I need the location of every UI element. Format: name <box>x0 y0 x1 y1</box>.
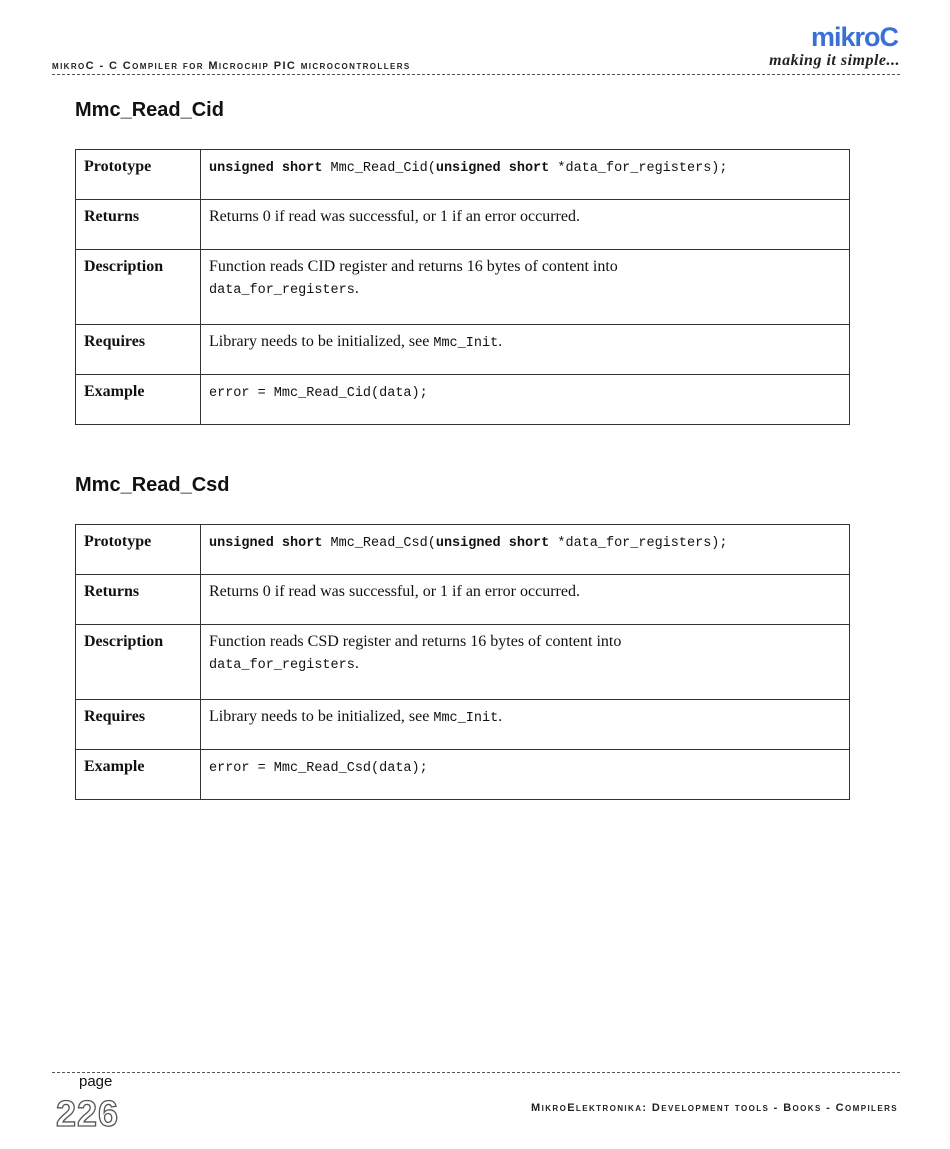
prototype-keyword: unsigned short <box>209 536 323 551</box>
row-label: Description <box>76 250 201 325</box>
returns-text: Returns 0 if read was successful, or 1 if an error occurred. <box>201 575 850 625</box>
row-label: Prototype <box>76 150 201 200</box>
table-row <box>76 700 850 750</box>
function-table-read-csd <box>75 524 850 800</box>
description-suffix: . <box>354 655 359 672</box>
description-cell <box>201 625 850 700</box>
requires-code: Mmc_Init <box>433 711 499 726</box>
header-tagline: making it simple... <box>769 52 900 69</box>
prototype-function: Mmc_Read_Csd( <box>322 536 436 551</box>
requires-text: Library needs to be initialized, see <box>209 708 434 725</box>
header-divider <box>52 74 900 75</box>
description-code: data_for_registers <box>209 658 355 673</box>
requires-cell <box>201 325 850 375</box>
prototype-keyword: unsigned short <box>435 536 550 551</box>
row-label: Requires <box>76 700 201 750</box>
table-row <box>76 150 850 200</box>
row-label: Description <box>76 625 201 700</box>
description-text: Function reads CSD register and returns 16 bytes of content into <box>209 633 622 650</box>
function-table-read-cid <box>75 149 850 425</box>
prototype-params: *data_for_registers); <box>549 536 728 551</box>
requires-suffix: . <box>498 708 503 725</box>
section-title-read-cid: Mmc_Read_Cid <box>75 99 224 121</box>
requires-suffix: . <box>498 333 503 350</box>
row-label: Returns <box>76 575 201 625</box>
requires-text: Library needs to be initialized, see <box>209 333 434 350</box>
table-row <box>76 325 850 375</box>
requires-code: Mmc_Init <box>433 336 499 351</box>
prototype-function: Mmc_Read_Cid( <box>322 161 436 176</box>
table-row <box>76 750 850 800</box>
mikroc-logo: mikroC <box>810 22 898 52</box>
prototype-keyword: unsigned short <box>435 161 550 176</box>
prototype-keyword: unsigned short <box>209 161 323 176</box>
returns-text: Returns 0 if read was successful, or 1 if an error occurred. <box>201 200 850 250</box>
description-suffix: . <box>354 280 359 297</box>
table-row <box>76 375 850 425</box>
row-label: Example <box>76 750 201 800</box>
description-cell <box>201 250 850 325</box>
prototype-cell <box>201 525 850 575</box>
page-number: 226 <box>56 1093 120 1134</box>
footer-text: MikroElektronika: Development tools - Books - Compilers <box>531 1102 898 1114</box>
row-label: Prototype <box>76 525 201 575</box>
prototype-params: *data_for_registers); <box>549 161 728 176</box>
description-text: Function reads CID register and returns 16 bytes of content into <box>209 258 618 275</box>
row-label: Returns <box>76 200 201 250</box>
table-row <box>76 200 850 250</box>
example-cell <box>201 375 850 425</box>
table-row <box>76 575 850 625</box>
page-label: page <box>79 1073 113 1090</box>
table-row <box>76 250 850 325</box>
footer-divider <box>52 1072 900 1073</box>
row-label: Example <box>76 375 201 425</box>
description-code: data_for_registers <box>209 283 355 298</box>
table-row <box>76 525 850 575</box>
example-code: error = Mmc_Read_Csd(data); <box>209 761 428 776</box>
requires-cell <box>201 700 850 750</box>
header-title: mikroC - C Compiler for Microchip PIC microcontrollers <box>52 60 411 72</box>
table-row <box>76 625 850 700</box>
example-cell <box>201 750 850 800</box>
prototype-cell <box>201 150 850 200</box>
example-code: error = Mmc_Read_Cid(data); <box>209 386 428 401</box>
row-label: Requires <box>76 325 201 375</box>
section-title-read-csd: Mmc_Read_Csd <box>75 474 230 496</box>
